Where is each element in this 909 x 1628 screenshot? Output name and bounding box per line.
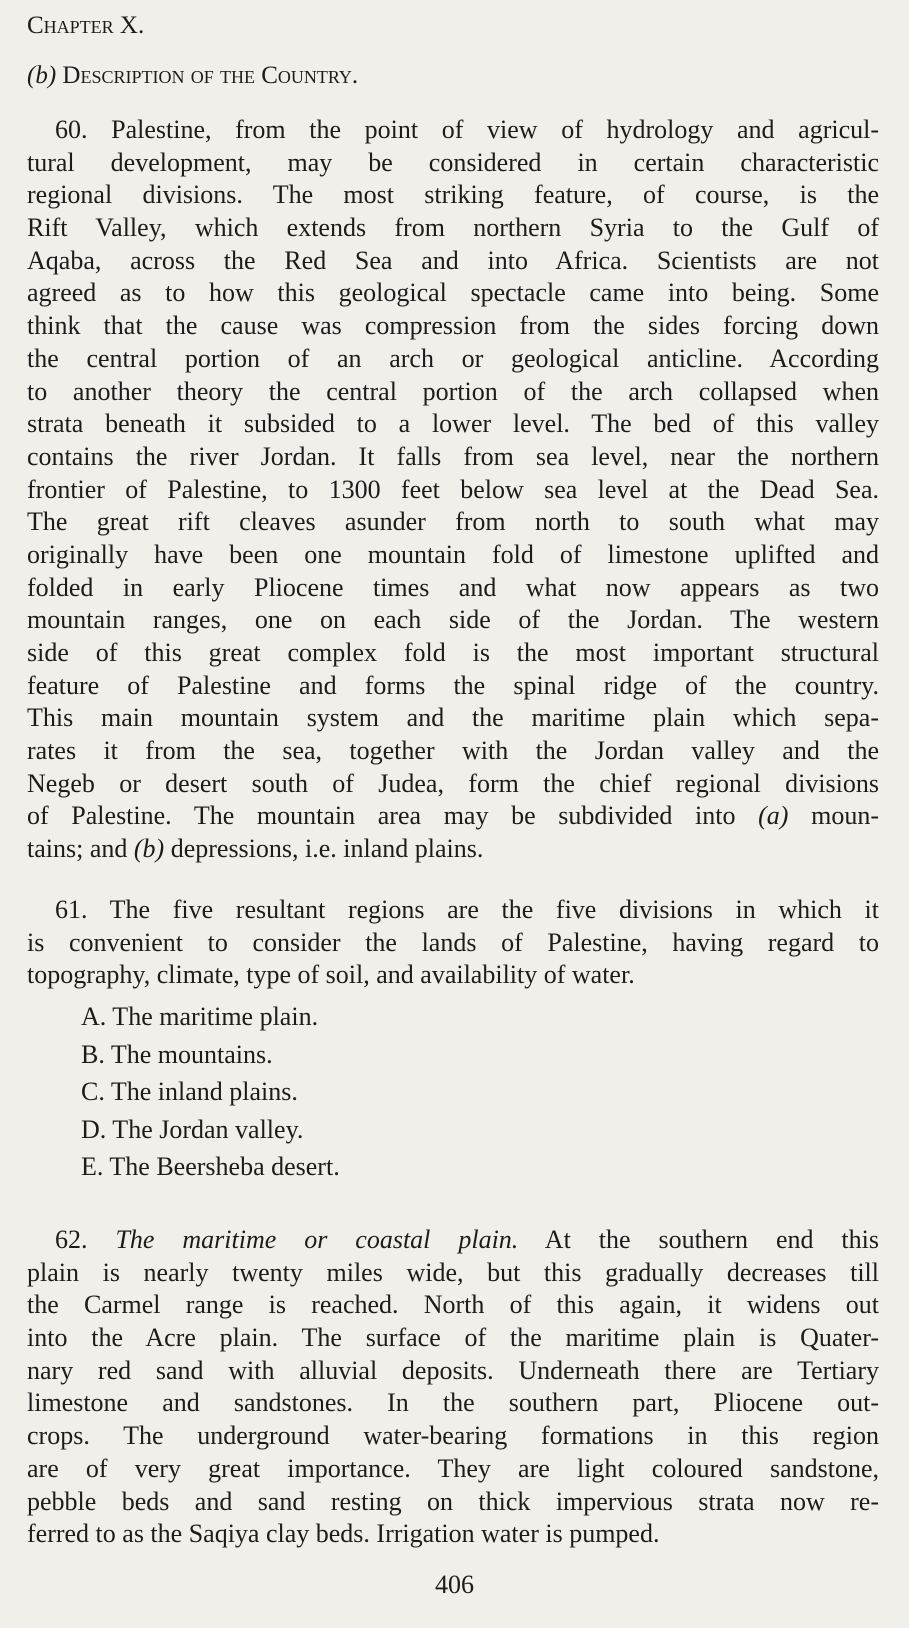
- text-line: originally have been one mountain fold of limestone uplifted and: [27, 539, 879, 569]
- text-segment: 62.: [55, 1225, 116, 1254]
- text-line: crops. The underground water-bearing formations in this region: [27, 1421, 879, 1451]
- italic-text: (a): [758, 801, 789, 831]
- text-line: side of this great complex fold is the most important structural: [27, 638, 879, 667]
- text-line: strata beneath it subsided to a lower level. The bed of this valley: [27, 409, 879, 439]
- text-line: is convenient to consider the lands of Palestine, having regard to: [27, 927, 879, 957]
- text-line: tural development, may be considered in certain characteristic: [27, 147, 879, 177]
- chapter-heading: Chapter X.: [27, 12, 145, 39]
- text-line: Aqaba, across the Red Sea and into Africa. Scientists are not: [27, 245, 879, 275]
- list-item: D. The Jordan valley.: [81, 1114, 304, 1144]
- text-line: [27, 833, 879, 866]
- text-line: plain is nearly twenty miles wide, but this gradually decreases till: [27, 1257, 879, 1287]
- list-item: A. The maritime plain.: [81, 1002, 319, 1031]
- text-line: feature of Palestine and forms the spinal ridge of the country.: [27, 670, 879, 700]
- text-line: the Carmel range is reached. North of this again, it widens out: [27, 1290, 879, 1320]
- paragraph-60: [27, 114, 879, 866]
- text-line: agreed as to how this geological spectacle came into being. Some: [27, 278, 879, 308]
- text-line: think that the cause was compression from the sides forcing down: [27, 311, 879, 341]
- text-segment: depressions, i.e. inland plains.: [164, 834, 484, 864]
- section-title: Description of the Country.: [62, 62, 359, 89]
- paragraph-61: [27, 894, 879, 992]
- text-line: pebble beds and sand resting on thick impervious strata now re-: [27, 1486, 879, 1516]
- page-number: 406: [435, 1570, 474, 1599]
- text-line: the central portion of an arch or geological anticline. According: [27, 343, 879, 373]
- text-line: This main mountain system and the maritime plain which sepa-: [27, 703, 879, 733]
- text-line: Negeb or desert south of Judea, form the chief regional divisions: [27, 768, 879, 798]
- text-line: topography, climate, type of soil, and availability of water.: [27, 960, 635, 990]
- text-segment: moun-: [788, 801, 879, 831]
- text-line: Rift Valley, which extends from northern Syria to the Gulf of: [27, 213, 879, 243]
- text-line: 60. Palestine, from the point of view of hydrology and agricul-: [55, 115, 879, 144]
- section-prefix: (b): [27, 62, 57, 89]
- text-line: ferred to as the Saqiya clay beds. Irrigation water is pumped.: [27, 1519, 660, 1549]
- text-line: [27, 1224, 879, 1257]
- text-line: are of very great importance. They are light coloured sandstone,: [27, 1453, 879, 1483]
- list-item: B. The mountains.: [81, 1039, 273, 1069]
- regions-list: [27, 998, 879, 1186]
- text-line: mountain ranges, one on each side of the Jordan. The western: [27, 605, 879, 635]
- text-line: frontier of Palestine, to 1300 feet below sea level at the Dead Sea.: [27, 474, 879, 504]
- text-segment: tains; and: [27, 834, 134, 864]
- text-segment: At the southern end this: [518, 1225, 879, 1254]
- section-heading: [27, 62, 358, 90]
- text-line: into the Acre plain. The surface of the maritime plain is Quater-: [27, 1323, 879, 1353]
- text-line: to another theory the central portion of the arch collapsed when: [27, 376, 879, 406]
- text-line: nary red sand with alluvial deposits. Underneath there are Tertiary: [27, 1355, 879, 1385]
- text-line: [27, 800, 879, 833]
- text-line: regional divisions. The most striking feature, of course, is the: [27, 180, 879, 210]
- list-item: C. The inland plains.: [81, 1077, 298, 1106]
- text-line: 61. The five resultant regions are the five divisions in which it: [55, 895, 879, 924]
- list-item: E. The Beersheba desert.: [81, 1152, 340, 1181]
- text-line: folded in early Pliocene times and what now appears as two: [27, 572, 879, 602]
- text-line: The great rift cleaves asunder from north to south what may: [27, 507, 879, 537]
- text-line: limestone and sandstones. In the southern part, Pliocene out-: [27, 1388, 879, 1418]
- paragraph-62: [27, 1224, 879, 1551]
- text-segment: of Palestine. The mountain area may be subdivided into: [27, 801, 759, 831]
- italic-text: The maritime or coastal plain.: [115, 1225, 519, 1254]
- italic-text: (b): [133, 834, 165, 864]
- text-line: contains the river Jordan. It falls from sea level, near the northern: [27, 441, 879, 471]
- text-line: rates it from the sea, together with the Jordan valley and the: [27, 736, 879, 766]
